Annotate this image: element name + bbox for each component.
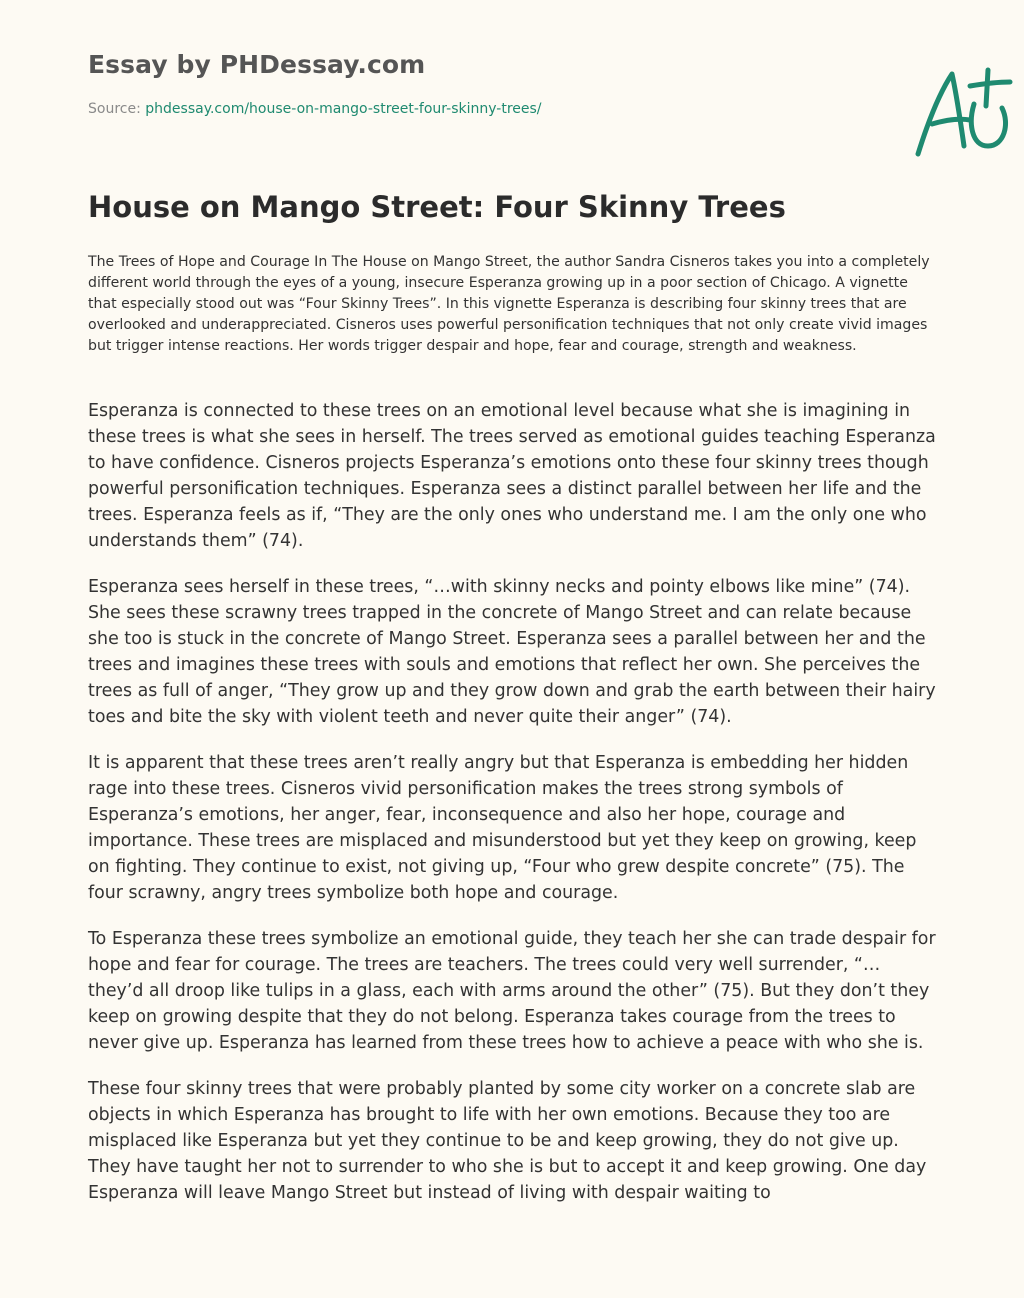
essay-paragraph: Esperanza is connected to these trees on an emotional level because what she is imagining in these trees is what she sees in herself. The trees served as emotional guides teaching Esperanza to have confidence. Cisneros projects Esperanza’s emotions onto these four skinny trees though powerful personification techniques. Esperanza sees a distinct parallel between her life and the trees. Esperanza feels as if, “They are the only ones who understand me. I am the only one who understands them” (74). — [88, 401, 936, 551]
essay-paragraph: It is apparent that these trees aren’t really angry but that Esperanza is embedding her hidden rage into these trees. Cisneros vivid personification makes the trees strong symbols of Esperanza’s emotions, her anger, fear, inconsequence and also her hope, courage and importance. These trees are misplaced and misunderstood but yet they keep on growing, keep on fighting. They continue to exist, not giving up, “Four who grew despite concrete” (75). The four scrawny, angry trees symbolize both hope and courage. — [88, 753, 917, 903]
essay-title: House on Mango Street: Four Skinny Trees — [88, 190, 786, 224]
essay-paragraph: These four skinny trees that were probably planted by some city worker on a concrete slab are objects in which Esperanza has brought to life with her own emotions. Because they too are misplaced like Esperanza but yet they continue to be and keep growing, they do not give up. They have taught her not to surrender to who she is but to accept it and keep growing. One day Esperanza will leave Mango Street but instead of living with despair waiting to — [88, 1079, 927, 1203]
essay-paragraph: Esperanza sees herself in these trees, “…with skinny necks and pointy elbows like mine” (74). She sees these scrawny trees trapped in the concrete of Mango Street and can relate because she too is stuck in the concrete of Mango Street. Esperanza sees a parallel between her and the trees and imagines these trees with souls and emotions that reflect her own. She perceives the trees as full of anger, “They grow up and they grow down and grab the earth between their hairy toes and bite the sky with violent teeth and never quite their anger” (74). — [88, 577, 936, 727]
source-link[interactable]: phdessay.com/house-on-mango-street-four-skinny-trees/ — [145, 101, 542, 117]
site-title: Essay by PHDessay.com — [88, 50, 426, 79]
essay-body — [88, 398, 938, 1226]
essay-paragraph: To Esperanza these trees symbolize an emotional guide, they teach her she can trade despair for hope and fear for courage. The trees are teachers. The trees could very well surrender, “… they’d all droop like tulips in a glass, each with arms around the other” (75). But they don’t they keep on growing despite that they do not belong. Esperanza takes courage from the trees to never give up. Esperanza has learned from these trees how to achieve a peace with who she is. — [88, 929, 936, 1053]
a-plus-logo-icon — [906, 62, 1016, 162]
source-line — [88, 101, 542, 117]
source-label: Source: — [88, 101, 141, 117]
essay-intro: The Trees of Hope and Courage In The House on Mango Street, the author Sandra Cisneros takes you into a completely different world through the eyes of a young, insecure Esperanza growing up in a poor section of Chicago. A vignette that especially stood out was “Four Skinny Trees”. In this vignette Esperanza is describing four skinny trees that are overlooked and underappreciated. Cisneros uses powerful personification techniques that not only create vivid images but trigger intense reactions. Her words trigger despair and hope, fear and courage, strength and weakness. — [88, 254, 930, 354]
